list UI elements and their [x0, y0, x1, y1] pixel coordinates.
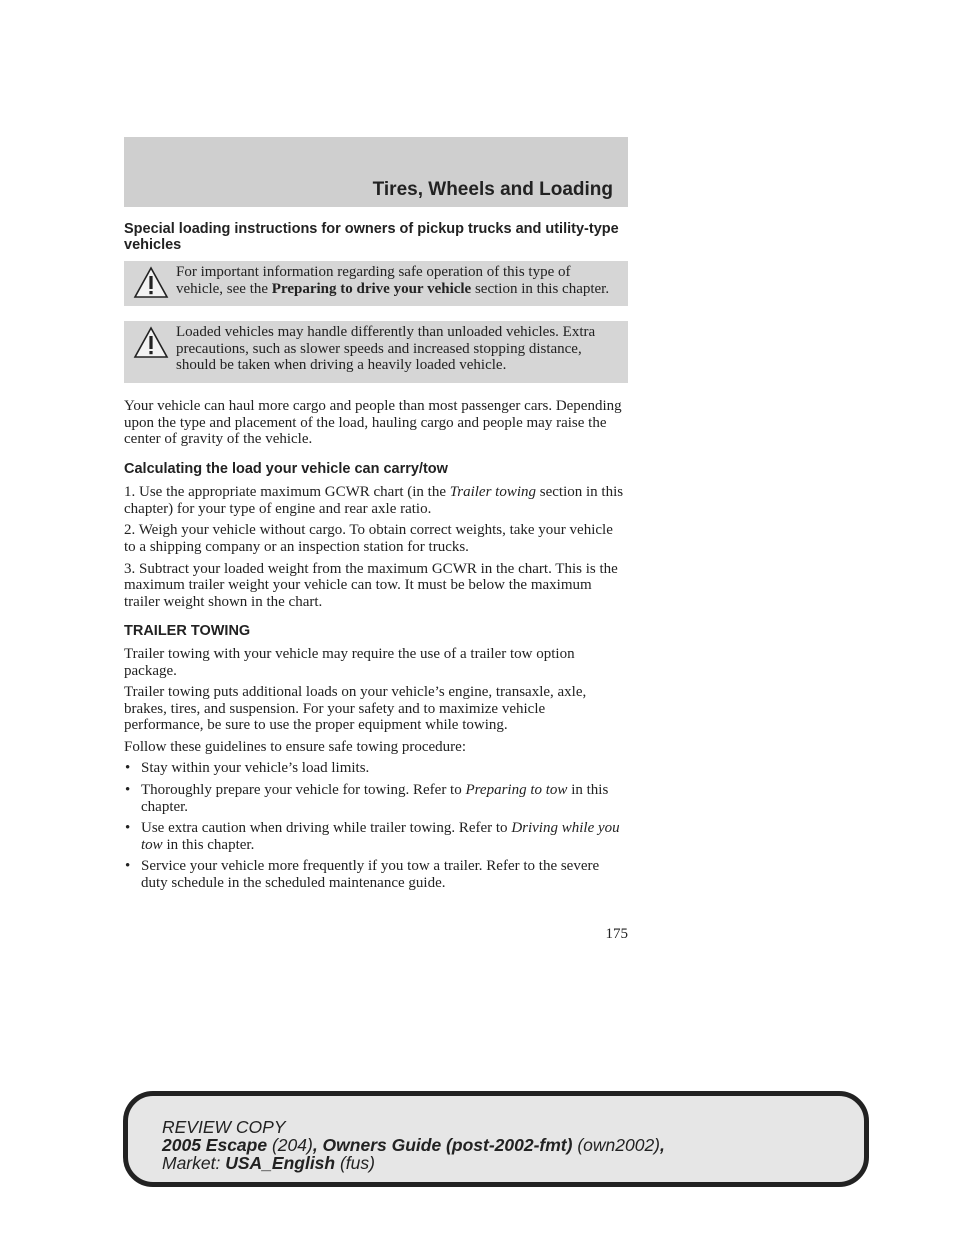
page-number: 175: [605, 926, 628, 942]
footer-review-label: REVIEW COPY: [162, 1117, 286, 1137]
towing-heading: TRAILER TOWING: [124, 623, 251, 640]
warning-box-1: [124, 261, 628, 306]
intro-paragraph: Your vehicle can haul more cargo and people than most passenger cars. Depending upon the type and placement of the load, hauling cargo and people may raise the center of gravity of the vehicle.: [124, 397, 622, 448]
footer-model-line: 2005 Escape (204), Owners Guide (post-2002-fmt) (own2002),: [162, 1135, 665, 1155]
review-copy-footer: [123, 1091, 869, 1187]
footer-market-line: Market: USA_English (fus): [162, 1153, 375, 1173]
list-item: • Thoroughly prepare your vehicle for towing. Refer to Preparing to tow in this chapter.: [125, 782, 609, 815]
towing-paragraph-3: Follow these guidelines to ensure safe towing procedure:: [124, 738, 466, 755]
page-content: [124, 220, 628, 897]
calc-step-3: 3. Subtract your loaded weight from the maximum GCWR in the chart. This is the maximum trailer weight your vehicle can tow. It must be below the maximum trailer weight shown in the chart.: [124, 560, 618, 610]
warning-text-1: For important information regarding safe operation of this type of vehicle, see the Preparing to drive your vehicle section in this chapter.: [176, 264, 610, 297]
chapter-title: Tires, Wheels and Loading: [372, 179, 613, 200]
chapter-header-band: [124, 137, 628, 207]
list-item: • Service your vehicle more frequently if you tow a trailer. Refer to the severe duty schedule in the scheduled maintenance guide.: [125, 858, 600, 892]
calc-step-1: 1. Use the appropriate maximum GCWR chart (in the Trailer towing section in this chapter) for your type of engine and rear axle ratio.: [124, 484, 624, 517]
warning-box-2: [124, 321, 628, 383]
towing-guidelines-list: [124, 760, 628, 891]
section-title: Special loading instructions for owners of pickup trucks and utility-type vehicles: [124, 221, 619, 253]
warning-triangle-icon: [133, 326, 169, 360]
calc-step-2: 2. Weigh your vehicle without cargo. To obtain correct weights, take your vehicle to a shipping company or an inspection station for trucks.: [124, 522, 613, 556]
towing-paragraph-2: Trailer towing puts additional loads on your vehicle’s engine, transaxle, axle, brakes, tires, and suspension. For your safety and to maximize vehicle performance, be sure to use the proper equipment while towing.: [124, 684, 587, 734]
warning-triangle-icon: [133, 266, 169, 300]
list-item: • Stay within your vehicle’s load limits.: [125, 760, 370, 777]
warning-text-2: Loaded vehicles may handle differently than unloaded vehicles. Extra precautions, such as slower speeds and increased stopping distance, should be taken when driving a heavily loaded vehicle.: [176, 324, 596, 374]
calc-heading: Calculating the load your vehicle can carry/tow: [124, 460, 448, 477]
list-item: • Use extra caution when driving while trailer towing. Refer to Driving while you tow in this chapter.: [125, 820, 620, 853]
towing-paragraph-1: Trailer towing with your vehicle may require the use of a trailer tow option package.: [124, 645, 575, 679]
footer-text: [162, 1118, 665, 1172]
